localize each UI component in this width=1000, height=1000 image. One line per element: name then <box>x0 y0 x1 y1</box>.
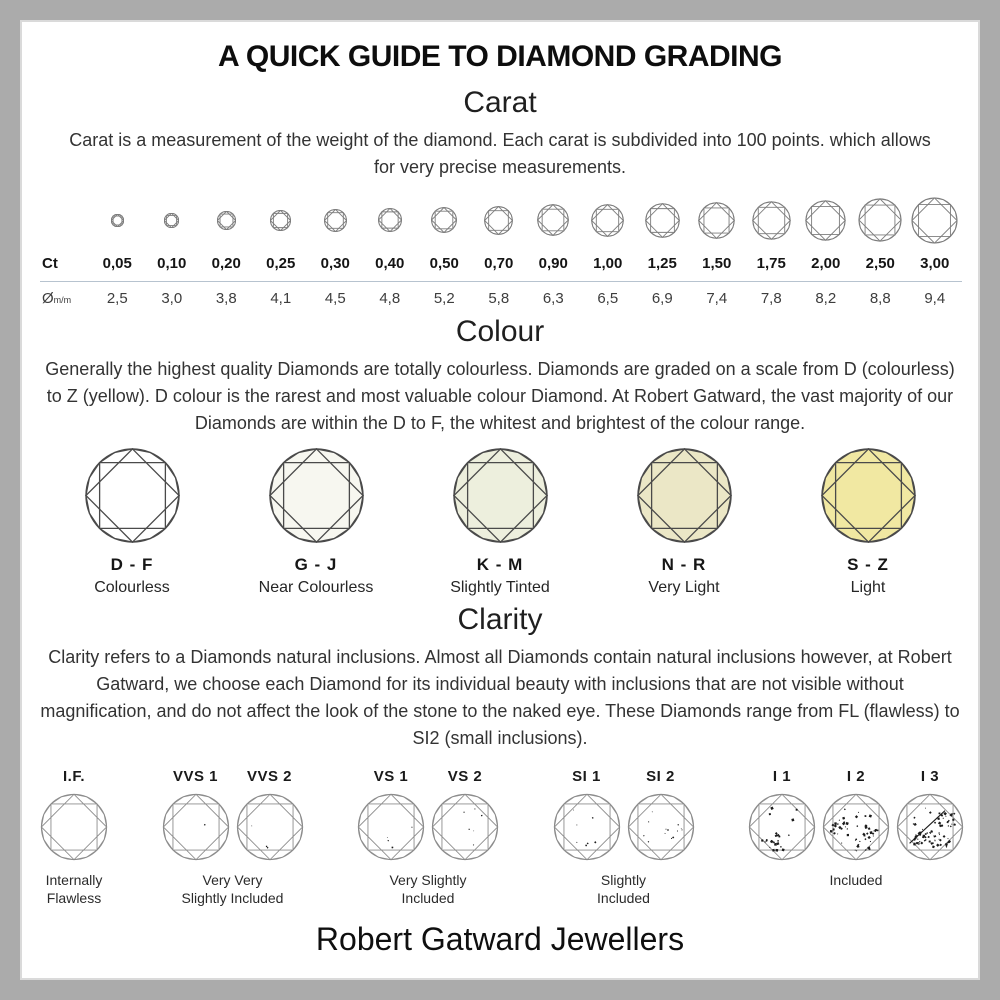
diamond-icon <box>378 208 402 232</box>
carat-diamond-cell <box>635 191 690 249</box>
diameter-value: 8,2 <box>815 290 837 307</box>
diamond-icon <box>111 214 124 227</box>
carat-diamond-cell <box>145 191 200 249</box>
carat-diamond-cell <box>90 191 145 249</box>
carat-diamond-cell <box>799 191 854 249</box>
carat-diamond-cell <box>254 191 309 249</box>
diamond-icon <box>553 793 621 861</box>
diamond-icon <box>431 793 499 861</box>
diamond-icon <box>84 447 181 544</box>
clarity-grade-name: SI 2 <box>646 768 675 785</box>
colour-grade <box>598 447 770 597</box>
clarity-grade-name: I 3 <box>920 768 940 785</box>
footer-brand: Robert Gatward Jewellers <box>315 921 685 958</box>
carat-diamond-cell <box>581 191 636 249</box>
carat-value: 0,25 <box>254 249 309 282</box>
clarity-section <box>40 603 960 907</box>
clarity-grade-labels <box>162 768 304 793</box>
carat-value: 0,20 <box>199 249 254 282</box>
diameter-value: 7,8 <box>760 290 782 307</box>
clarity-grade-labels <box>357 768 499 793</box>
colour-section <box>40 315 960 597</box>
diameter-value: 3,8 <box>215 290 237 307</box>
clarity-heading: Clarity <box>457 603 543 636</box>
colour-heading: Colour <box>455 315 545 348</box>
carat-diamond-cell <box>199 191 254 249</box>
diamond-icon <box>911 197 958 244</box>
clarity-group-label: Slightly Included <box>597 872 650 907</box>
page-title: A QUICK GUIDE TO DIAMOND GRADING <box>217 40 782 73</box>
diamond-icon <box>636 447 733 544</box>
colour-grade-label: Near Colourless <box>258 579 374 596</box>
guide-sheet <box>20 20 980 980</box>
diamond-icon <box>268 447 365 544</box>
diamond-icon <box>431 207 457 233</box>
carat-diamond-cell <box>853 191 908 249</box>
carat-heading: Carat <box>463 86 537 119</box>
diameter-value: 2,5 <box>106 290 128 307</box>
diamond-icon <box>357 793 425 861</box>
carat-diamond-cell <box>690 191 745 249</box>
diameter-value: 6,5 <box>597 290 619 307</box>
diamond-icon <box>40 793 108 861</box>
clarity-group <box>40 768 108 907</box>
carat-value: 1,50 <box>690 249 745 282</box>
diameter-value: 5,2 <box>433 290 455 307</box>
colour-grade-scale <box>46 447 954 597</box>
carat-diamond-cell <box>908 191 963 249</box>
colour-grade-label: Light <box>850 579 886 596</box>
carat-value: 3,00 <box>908 249 963 282</box>
diamond-icon <box>822 793 890 861</box>
carat-value: 0,50 <box>417 249 472 282</box>
diameter-value: 7,4 <box>706 290 728 307</box>
colour-grade <box>230 447 402 597</box>
diameter-value: 3,0 <box>161 290 183 307</box>
carat-section <box>40 86 960 309</box>
carat-value: 1,25 <box>635 249 690 282</box>
diamond-icon <box>324 209 347 232</box>
diamond-icon <box>270 210 291 231</box>
diamond-icon <box>217 211 236 230</box>
diamond-icon <box>752 201 791 240</box>
colour-grade-range: N - R <box>661 555 707 574</box>
clarity-grade-name: VVS 2 <box>246 768 293 785</box>
clarity-group <box>162 768 304 907</box>
carat-value: 2,00 <box>799 249 854 282</box>
clarity-group-label: Included <box>829 872 883 888</box>
carat-diamond-cell <box>417 191 472 249</box>
clarity-grade-diamonds <box>40 793 108 861</box>
clarity-grade-name: SI 1 <box>572 768 601 785</box>
colour-grade <box>414 447 586 597</box>
carat-chart-corner <box>40 191 90 249</box>
diameter-value: 6,9 <box>651 290 673 307</box>
clarity-grade-labels <box>748 768 964 793</box>
diamond-icon <box>236 793 304 861</box>
clarity-grade-name: I 1 <box>772 768 792 785</box>
colour-grade-label: Colourless <box>94 579 170 596</box>
carat-row-label: Ct <box>40 249 90 282</box>
diamond-icon <box>162 793 230 861</box>
diameter-value: 8,8 <box>869 290 891 307</box>
diamond-icon <box>645 203 680 238</box>
diamond-icon <box>591 204 624 237</box>
carat-diamond-cell <box>308 191 363 249</box>
clarity-group-label: Very Slightly Included <box>389 872 467 907</box>
clarity-grade-name: VS 2 <box>447 768 483 785</box>
diameter-row-label: Øm/m <box>42 290 72 307</box>
colour-grade-range: G - J <box>294 555 338 574</box>
clarity-grade-diamonds <box>162 793 304 861</box>
clarity-grade-name: VVS 1 <box>172 768 219 785</box>
carat-value: 1,75 <box>744 249 799 282</box>
clarity-grade-name: I.F. <box>62 768 85 785</box>
colour-grade-label: Very Light <box>648 579 720 596</box>
colour-grade-range: D - F <box>110 555 154 574</box>
colour-grade-range: K - M <box>476 555 524 574</box>
clarity-grade-name: I 2 <box>846 768 866 785</box>
diamond-icon <box>748 793 816 861</box>
diamond-icon <box>858 198 902 242</box>
clarity-grade-labels <box>553 768 695 793</box>
clarity-group <box>553 768 695 907</box>
diamond-icon <box>896 793 964 861</box>
clarity-grade-name: VS 1 <box>373 768 409 785</box>
colour-grade-range: S - Z <box>847 555 889 574</box>
carat-diamond-cell <box>472 191 527 249</box>
clarity-grade-diamonds <box>553 793 695 861</box>
diameter-value: 6,3 <box>542 290 564 307</box>
colour-grade-label: Slightly Tinted <box>450 579 550 596</box>
clarity-group-label: Very Very Slightly Included <box>181 872 284 907</box>
carat-value: 0,05 <box>90 249 145 282</box>
carat-value: 1,00 <box>581 249 636 282</box>
clarity-group <box>748 768 964 889</box>
diameter-value: 4,1 <box>270 290 292 307</box>
diameter-value: 9,4 <box>924 290 946 307</box>
clarity-group-label: Internally Flawless <box>45 872 103 907</box>
carat-diamond-cell <box>363 191 418 249</box>
carat-value: 0,90 <box>526 249 581 282</box>
carat-value: 0,70 <box>472 249 527 282</box>
clarity-grade-diamonds <box>357 793 499 861</box>
diamond-icon <box>164 213 179 228</box>
diamond-icon <box>452 447 549 544</box>
diamond-icon <box>820 447 917 544</box>
carat-value: 0,40 <box>363 249 418 282</box>
diameter-value: 4,5 <box>324 290 346 307</box>
diamond-icon <box>698 202 735 239</box>
carat-value: 2,50 <box>853 249 908 282</box>
diameter-value: 4,8 <box>379 290 401 307</box>
diamond-icon <box>537 204 569 236</box>
carat-diamond-cell <box>526 191 581 249</box>
colour-description: Generally the highest quality Diamonds are totally colourless. Diamonds are graded on a scale from D (colourless) to Z (yellow). D colour is the rarest and most valuable colour Diamond. At Robert Gatward, the vast majority of our Diamonds are within the D to F, the whitest and brightest of the colour range. <box>45 359 955 433</box>
colour-grade <box>782 447 954 597</box>
clarity-grade-diamonds <box>748 793 964 861</box>
colour-grade <box>46 447 218 597</box>
clarity-grade-scale <box>40 768 964 907</box>
diamond-icon <box>484 206 513 235</box>
clarity-description: Clarity refers to a Diamonds natural inclusions. Almost all Diamonds contain natural inclusions however, at Robert Gatward, we choose each Diamond for its individual beauty with inclusions that are not visible without magnification, and do not affect the look of the stone to the naked eye. These Diamonds range from FL (flawless) to SI2 (small inclusions). <box>40 647 960 748</box>
carat-description: Carat is a measurement of the weight of the diamond. Each carat is subdivided into 100 points. which allows for very precise measurements. <box>69 130 931 177</box>
carat-value: 0,10 <box>145 249 200 282</box>
carat-value: 0,30 <box>308 249 363 282</box>
diamond-icon <box>627 793 695 861</box>
diamond-icon <box>805 200 846 241</box>
carat-diamond-cell <box>744 191 799 249</box>
diameter-value: 5,8 <box>488 290 510 307</box>
clarity-grade-labels <box>40 768 108 793</box>
clarity-group <box>357 768 499 907</box>
carat-size-chart <box>40 191 962 309</box>
